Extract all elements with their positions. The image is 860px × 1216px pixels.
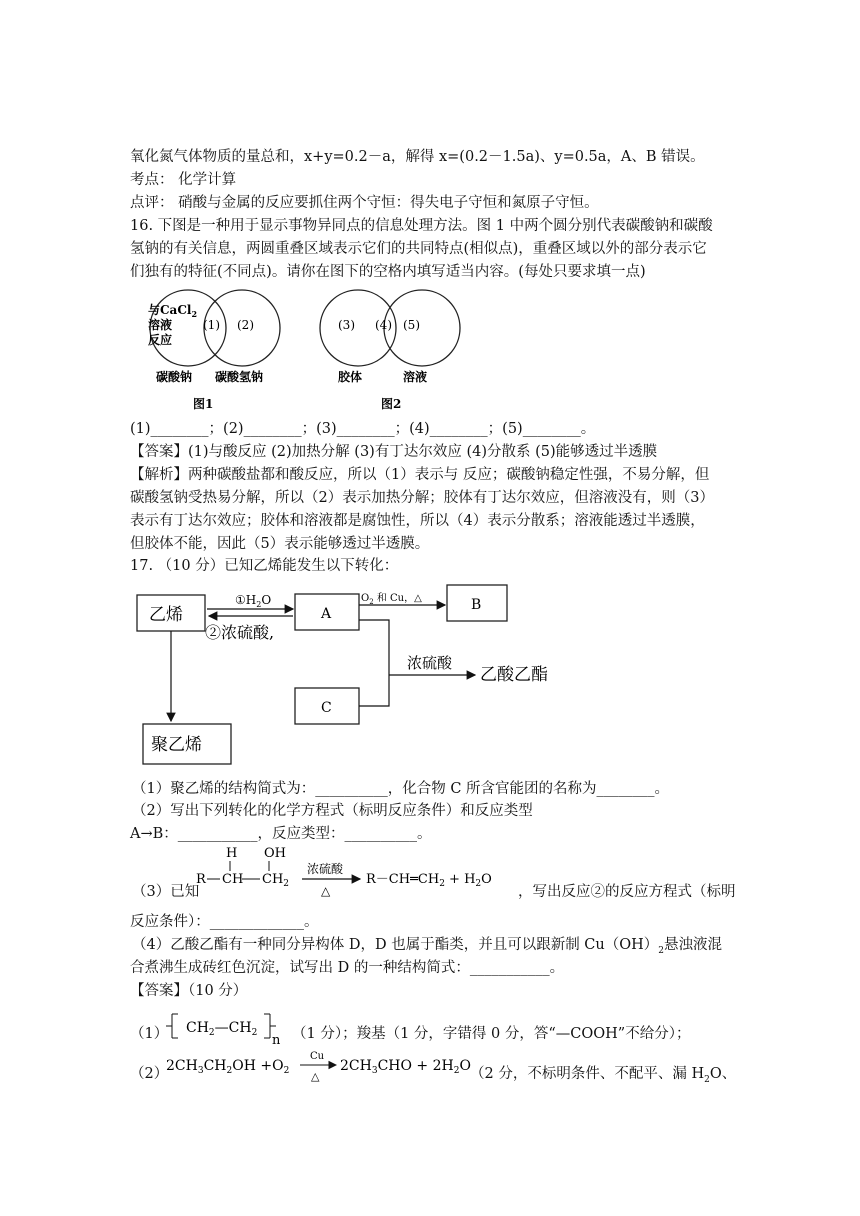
subquestion-3-lead: （3）已知	[132, 884, 200, 900]
reaction-condition: 浓硫酸	[307, 862, 344, 876]
product-ethyl-acetate: 乙酸乙酯	[480, 665, 548, 685]
answer-17-1-lead: （1）	[130, 1026, 169, 1042]
subquestion-1: （1）聚乙烯的结构简式为：__________，化合物 C 所含官能团的名称为________。	[132, 781, 670, 797]
subquestion-2-blank: A→B：___________，反应类型：__________。	[130, 826, 432, 842]
venn-label: 与CaCl$_2$	[148, 303, 198, 319]
subquestion-4: （4）乙酸乙酯有一种同分异构体 D，D 也属于酯类，并且可以跟新制 $Cu(OH)_2$悬浊液混	[132, 937, 723, 956]
condition-esterification: 浓硫酸	[407, 654, 453, 672]
heat-symbol: △	[321, 884, 331, 898]
polyethylene-formula	[166, 1008, 290, 1048]
answer-17-2-lead: （2）	[130, 1066, 169, 1082]
explanation-line: 但胶体不能，因此（5）表示能够透过半透膜。	[130, 536, 430, 552]
box-b: B	[471, 597, 482, 613]
box-ethylene: 乙烯	[149, 605, 183, 625]
reaction-product: $R-CH═CH_2 + H_2O$	[366, 872, 492, 889]
answer-17: 【答案】（10 分）	[130, 983, 248, 999]
formula-text: n	[272, 1033, 281, 1048]
atom-label: R	[196, 872, 206, 887]
venn-label: 反应	[148, 333, 173, 347]
formula-text: $CH_2—CH_2$	[186, 1020, 258, 1038]
catalyst-label: Cu	[310, 1051, 325, 1062]
oxidation-equation	[166, 1046, 472, 1088]
answer-16: 【答案】(1)与酸反应 (2)加热分解 (3)有丁达尔效应 (4)分散系 (5)能够透过半透膜	[130, 444, 658, 460]
venn-figure-2	[320, 290, 460, 411]
step-1-label: $①H_2O$	[235, 593, 272, 609]
venn-label: (3)	[338, 318, 355, 332]
box-c: C	[321, 700, 332, 716]
box-polyethylene: 聚乙烯	[151, 735, 202, 755]
explanation-line: 碳酸氢钠受热易分解，所以（2）表示加热分解；胶体有丁达尔效应，但溶液没有，则（3）	[130, 490, 714, 506]
subquestion-3-text: ，写出反应②的反应方程式（标明	[518, 884, 736, 900]
venn-figure-1	[148, 290, 280, 411]
answer-blanks: (1)________；(2)________；(3)________；(4)________；(5)________。	[130, 421, 596, 437]
venn-label: 溶液	[148, 318, 173, 332]
answer-17-2-text: （2 分，不标明条件、不配平、漏 $H_2O$、	[470, 1066, 737, 1085]
venn-name: 碳酸氢钠	[215, 370, 264, 384]
subquestion-4-blank: 合煮沸生成砖红色沉淀，试写出 D 的一种结构简式：___________。	[130, 960, 565, 976]
text-line: 点评： 硝酸与金属的反应要抓住两个守恒：得失电子守恒和氮原子守恒。	[130, 195, 599, 211]
text-line: 们独有的特征(不同点)。请你在图下的空格内填写适当内容。(每处只要求填一点)	[130, 264, 646, 280]
atom-label: CH	[222, 872, 244, 887]
figure-caption: 图2	[381, 397, 402, 411]
condition-a-to-b: $O_2$ 和 Cu，△	[361, 593, 422, 606]
reaction-flow-diagram	[135, 580, 585, 770]
venn-name: 溶液	[403, 370, 428, 384]
heat-symbol: △	[311, 1070, 320, 1083]
formula-text: $2CH_3CHO + 2H_2O$	[340, 1058, 471, 1076]
box-a: A	[321, 606, 332, 622]
formula-text: $2CH_3CH_2OH +O_2$	[166, 1058, 290, 1076]
atom-label: OH	[264, 846, 286, 861]
text-line: 氧化氮气体物质的量总和，x+y=0.2－a，解得 x=(0.2－1.5a)、y=0.5a，A、B 错误。	[130, 149, 705, 165]
venn-diagrams	[125, 284, 475, 416]
subquestion-2: （2）写出下列转化的化学方程式（标明反应条件）和反应类型	[132, 803, 533, 819]
reaction-scheme	[194, 843, 520, 907]
step-2-label: ②浓硫酸,	[205, 623, 275, 642]
text-line: 氢钠的有关信息，两圆重叠区域表示它们的共同特点(相似点)，重叠区域以外的部分表示它	[130, 241, 707, 257]
atom-label: $CH_2$	[262, 872, 290, 889]
explanation-line: 【解析】两种碳酸盐都和酸反应，所以（1）表示与 反应；碳酸钠稳定性强，不易分解，但	[130, 467, 710, 483]
venn-label: (5)	[403, 318, 420, 332]
venn-overlap-label: (1)	[203, 318, 220, 332]
question-16: 16. 下图是一种用于显示事物异同点的信息处理方法。图 1 中两个圆分别代表碳酸钠和碳酸	[130, 218, 713, 234]
venn-label: (2)	[237, 318, 254, 332]
answer-17-1-text: （1 分）；羧基（1 分，字错得 0 分，答“—COOH”不给分）；	[292, 1026, 691, 1042]
atom-label: H	[226, 846, 238, 861]
venn-name: 碳酸钠	[156, 370, 193, 384]
question-17: 17. （10 分）已知乙烯能发生以下转化：	[130, 558, 399, 574]
subquestion-3-blank: 反应条件）：_____________。	[130, 914, 319, 930]
text-line: 考点： 化学计算	[130, 172, 237, 188]
figure-caption: 图1	[193, 397, 214, 411]
venn-name: 胶体	[338, 370, 363, 384]
explanation-line: 表示有丁达尔效应；胶体和溶液都是腐蚀性，所以（4）表示分散系；溶液能透过半透膜，	[130, 513, 705, 529]
venn-overlap-label: (4)	[375, 318, 392, 332]
